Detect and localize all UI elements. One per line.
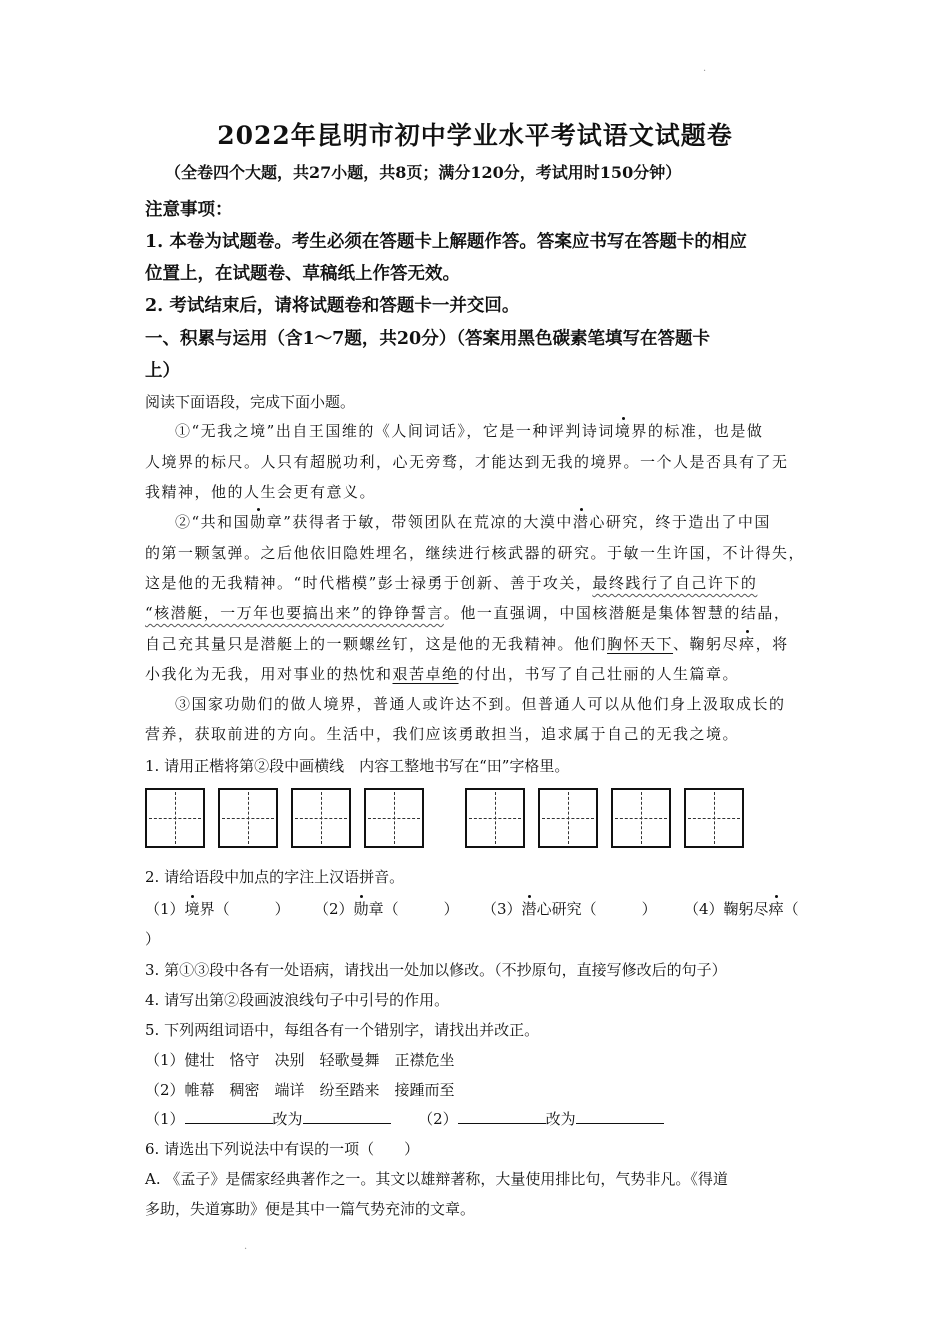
tianzige-cell[interactable] bbox=[291, 788, 351, 848]
answer-number: （2） bbox=[418, 1110, 458, 1128]
tianzige-cell[interactable] bbox=[611, 788, 671, 848]
tianzige-cell[interactable] bbox=[145, 788, 205, 848]
passage-text: 小我化为无我，用对事业的热忱和 bbox=[145, 665, 393, 683]
q2-item-1 bbox=[145, 898, 290, 919]
dotted-char: 勋 bbox=[353, 900, 369, 918]
item-number: （2） bbox=[314, 900, 354, 918]
passage-p1-line-1 bbox=[175, 420, 763, 441]
dotted-char: 瘁 bbox=[768, 900, 784, 918]
dotted-char-cui: 瘁 bbox=[739, 635, 756, 653]
q6-option-a-line-1: A. 《孟子》是儒家经典著作之一。其文以雄辩著称，大量使用排比句，气势非凡。《得道 bbox=[145, 1170, 728, 1188]
passage-p1-line-2: 人境界的标尺。人只有超脱功利，心无旁骛，才能达到无我的境界。一个人是否具有了无 bbox=[145, 453, 789, 471]
dotted-char: 潜 bbox=[521, 900, 537, 918]
tianzige-cell[interactable] bbox=[465, 788, 525, 848]
answer-blank-correct-1[interactable] bbox=[303, 1109, 391, 1124]
answer-blank-correct-2[interactable] bbox=[576, 1109, 664, 1124]
section-1-heading-line-2: 上） bbox=[145, 361, 180, 381]
dotted-char-jing: 境 bbox=[614, 422, 632, 440]
wavy-underlined-sentence: “核潜艇，一万年也要搞出来”的铮铮誓言 bbox=[145, 604, 444, 622]
pinyin-blank[interactable]: （ bbox=[783, 900, 799, 918]
section-1-heading-line-1: 一、积累与运用（含1～7题，共20分）（答案用黑色碳素笔填写在答题卡 bbox=[145, 329, 710, 349]
passage-p2-line-3 bbox=[145, 572, 807, 593]
q5-group-1: （1）健壮 恪守 决别 轻歌曼舞 正襟危坐 bbox=[145, 1051, 455, 1069]
wavy-underlined-sentence: 最终践行了自己许下的 bbox=[592, 574, 758, 592]
passage-p2-line-2: 的第一颗氢弹。之后他依旧隐姓埋名，继续进行核武器的研究。于敏一生许国，不计得失， bbox=[145, 544, 806, 562]
scan-dot: · bbox=[244, 1244, 248, 1255]
question-2: 2. 请给语段中加点的字注上汉语拼音。 bbox=[145, 868, 405, 886]
q2-item-2 bbox=[314, 898, 459, 919]
pinyin-blank[interactable]: （ ） bbox=[383, 900, 459, 918]
item-word: 界 bbox=[199, 900, 215, 918]
dotted-char-qian: 潜 bbox=[572, 513, 590, 531]
item-word: 心研究 bbox=[536, 900, 582, 918]
tianzige-cell[interactable] bbox=[364, 788, 424, 848]
page-title: 2022年昆明市初中学业水平考试语文试题卷 bbox=[217, 121, 733, 150]
q6-option-a-line-2: 多助，失道寡助》便是其中一篇气势充沛的文章。 bbox=[145, 1200, 476, 1218]
passage-p3-line-1: ③国家功勋们的做人境界，普通人或许达不到。但普通人可以从他们身上汲取成长的 bbox=[175, 695, 786, 713]
passage-text: 自己充其量只是潜艇上的一颗螺丝钉，这是他的无我精神。他们 bbox=[145, 635, 608, 653]
question-5: 5. 下列两组词语中，每组各有一个错别字，请找出并改正。 bbox=[145, 1021, 540, 1039]
q5-group-2: （2）帷幕 稠密 端详 纷至踏来 接踵而至 bbox=[145, 1081, 455, 1099]
q2-item-4-wrap: ） bbox=[145, 930, 161, 948]
dotted-char: 境 bbox=[184, 900, 200, 918]
tianzige-cell[interactable] bbox=[684, 788, 744, 848]
passage-p2-line-6 bbox=[145, 663, 807, 684]
passage-text: 界的标准，也是做 bbox=[631, 422, 764, 440]
item-word: 鞠躬尽 bbox=[723, 900, 769, 918]
notice-item-2: 2. 考试结束后，请将试题卷和答题卡一并交回。 bbox=[145, 296, 520, 316]
answer-blank-wrong-2[interactable] bbox=[458, 1109, 546, 1124]
passage-text: ①“无我之境”出自王国维的《人间词话》，它是一种评判诗词 bbox=[175, 422, 615, 440]
tianzige-cell[interactable] bbox=[218, 788, 278, 848]
exam-subtitle: （全卷四个大题，共27小题，共8页；满分120分，考试用时150分钟） bbox=[165, 163, 682, 182]
item-number: （4） bbox=[684, 900, 724, 918]
question-4: 4. 请写出第②段画波浪线句子中引号的作用。 bbox=[145, 991, 450, 1009]
passage-text: 心研究，终于造出了中国 bbox=[589, 513, 771, 531]
q2-item-4 bbox=[684, 898, 799, 919]
notice-item-1-line-1: 1. 本卷为试题卷。考生必须在答题卡上解题作答。答案应书写在答题卡的相应 bbox=[145, 232, 747, 252]
answer-blank-wrong-1[interactable] bbox=[185, 1109, 273, 1124]
item-number: （1） bbox=[145, 900, 185, 918]
underlined-phrase: 艰苦卓绝 bbox=[392, 665, 459, 683]
q2-item-3 bbox=[482, 898, 657, 919]
item-number: （3） bbox=[482, 900, 522, 918]
question-1: 1. 请用正楷将第②段中画横线 内容工整地书写在“田”字格里。 bbox=[145, 757, 570, 775]
passage-p2-line-4 bbox=[145, 602, 807, 623]
tianzige-cell[interactable] bbox=[538, 788, 598, 848]
passage-text: ，将 bbox=[755, 635, 789, 653]
notice-item-1-line-2: 位置上，在试题卷、草稿纸上作答无效。 bbox=[145, 264, 460, 284]
notice-heading: 注意事项： bbox=[145, 200, 233, 220]
passage-text: 这是他的无我精神。“时代楷模”彭士禄勇于创新、善于攻关， bbox=[145, 574, 593, 592]
change-to-label: 改为 bbox=[272, 1110, 303, 1128]
answer-number: （1） bbox=[145, 1110, 185, 1128]
passage-text: 、鞠躬尽 bbox=[673, 635, 740, 653]
passage-p2-line-5 bbox=[145, 633, 807, 654]
q5-answer-row bbox=[145, 1108, 664, 1129]
item-word: 章 bbox=[368, 900, 384, 918]
change-to-label: 改为 bbox=[545, 1110, 576, 1128]
passage-p3-line-2: 营养，获取前进的方向。生活中，我们应该勇敢担当，追求属于自己的无我之境。 bbox=[145, 725, 740, 743]
passage-p1-line-3: 我精神，他的人生会更有意义。 bbox=[145, 483, 377, 501]
pinyin-blank[interactable]: （ ） bbox=[214, 900, 290, 918]
scan-dot: · bbox=[703, 66, 707, 77]
reading-instruction: 阅读下面语段，完成下面小题。 bbox=[145, 393, 356, 411]
question-6: 6. 请选出下列说法中有误的一项（ ） bbox=[145, 1140, 420, 1158]
dotted-char-xun: 勋 bbox=[250, 513, 267, 531]
passage-p2-line-1 bbox=[175, 511, 771, 532]
passage-text: 章”获得者于敏，带领团队在荒凉的大漠中 bbox=[266, 513, 573, 531]
pinyin-blank[interactable]: （ ） bbox=[581, 900, 657, 918]
passage-text: 。他一直强调，中国核潜艇是集体智慧的结晶， bbox=[443, 604, 791, 622]
passage-text: 的付出，书写了自己壮丽的人生篇章。 bbox=[458, 665, 740, 683]
passage-text: ②“共和国 bbox=[175, 513, 251, 531]
question-3: 3. 第①③段中各有一处语病，请找出一处加以修改。（不抄原句，直接写修改后的句子） bbox=[145, 961, 727, 979]
underlined-phrase: 胸怀天下 bbox=[607, 635, 674, 653]
